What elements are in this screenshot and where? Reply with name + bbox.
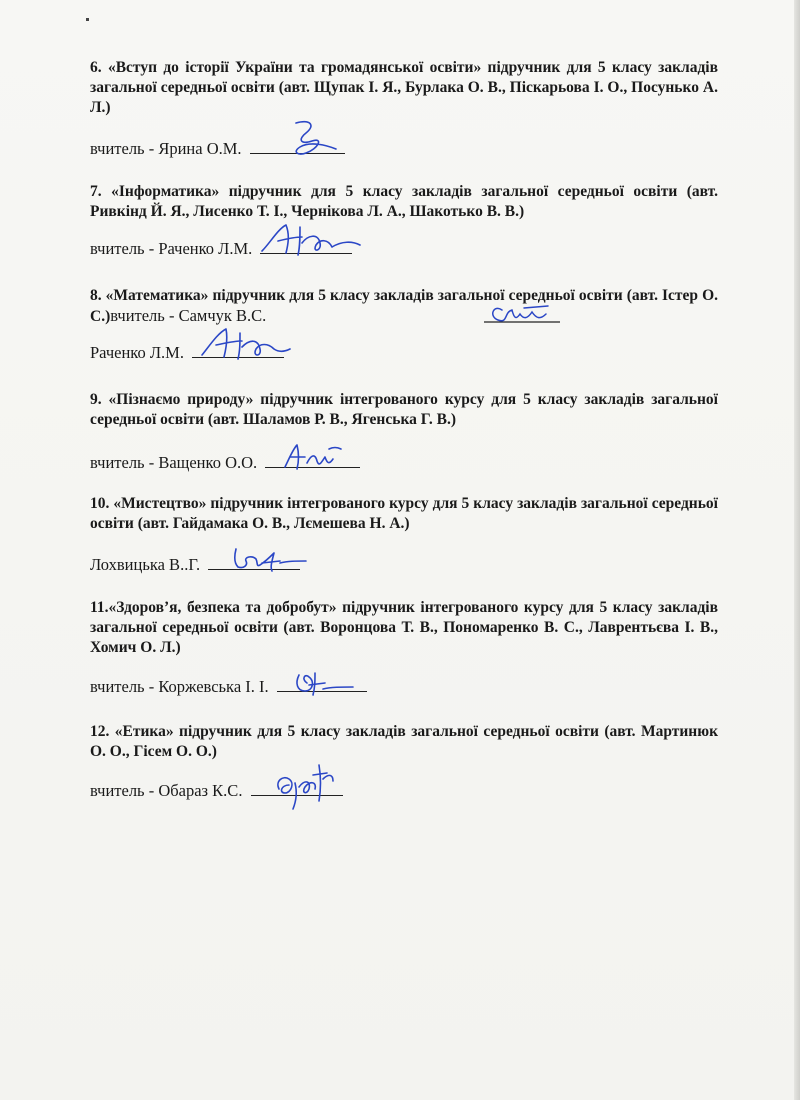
signer-label: вчитель - Обараз К.С. [90, 781, 243, 800]
textbook-item-9: 9. «Пізнаємо природу» підручник інтегрованого курсу для 5 класу закладів загальної середньої освіти (авт. Шаламов Р. В., Ягенська Г. В.) [90, 391, 718, 428]
handwritten-signature [226, 541, 316, 577]
signature-line-obaraz [90, 778, 343, 804]
signature-field [250, 137, 345, 154]
signature-field-samchuk [484, 300, 564, 330]
scan-mark [86, 18, 89, 21]
signature-line-korzhevska [90, 674, 367, 700]
textbook-item-8-text: 8. «Математика» підручник для 5 класу закладів загальної середньої освіти (авт. Істер О. С.) [90, 287, 718, 325]
signature-field [260, 237, 352, 254]
signature-line-rachenko-1 [90, 236, 352, 262]
signature-field [192, 341, 284, 358]
textbook-item-8 [90, 286, 718, 327]
signature-field [265, 451, 360, 468]
signature-field [251, 779, 343, 796]
textbook-item-10: 10. «Мистецтво» підручник інтегрованого курсу для 5 класу закладів загальної середньої освіти (авт. Гайдамака О. В., Лємешева Н. А.) [90, 495, 718, 532]
signature-line-yaryna [90, 136, 345, 162]
signature-line-lokhvytska [90, 552, 300, 578]
signature-line-vashchenko [90, 450, 360, 476]
signer-label: вчитель - Коржевська І. І. [90, 677, 269, 696]
handwritten-signature [256, 221, 366, 261]
signature-field [208, 553, 300, 570]
signer-label: вчитель - Ващенко О.О. [90, 453, 258, 472]
signer-label: Лохвицька В..Г. [90, 555, 201, 574]
textbook-item-11: 11.«Здоров’я, безпека та добробут» підручник інтегрованого курсу для 5 класу закладів загальної середньої освіти (авт. Воронцова Т. В., Пономаренко В. С., Лаврентьєва І. В., Хомич О. Л.) [90, 599, 718, 656]
textbook-item-7: 7. «Інформатика» підручник для 5 класу закладів загальної середньої освіти (авт. Ривкінд Й. Я., Лисенко Т. І., Чернікова Л. А., Шакотько В. В.) [90, 183, 718, 220]
signer-label-inline: вчитель - Самчук В.С. [110, 306, 267, 325]
handwritten-signature [267, 759, 357, 815]
textbook-item-6: 6. «Вступ до історії України та громадянської освіти» підручник для 5 класу закладів загальної середньої освіти (авт. Щупак І. Я., Бурлака О. В., Піскарьова І. О., Посунько А. Л.) [90, 59, 718, 116]
signer-label: вчитель - Ярина О.М. [90, 139, 242, 158]
textbook-item-12: 12. «Етика» підручник для 5 класу закладів загальної середньої освіти (авт. Мартинюк О. О., Гісем О. О.) [90, 723, 718, 760]
signer-label: вчитель - Раченко Л.М. [90, 239, 253, 258]
handwritten-signature [270, 119, 350, 163]
page-edge-shadow [794, 0, 800, 1100]
handwritten-signature [285, 665, 375, 701]
signature-line-rachenko-2 [90, 340, 284, 366]
signer-label: Раченко Л.М. [90, 343, 184, 362]
handwritten-signature [277, 439, 357, 475]
signature-field [277, 675, 367, 692]
handwritten-signature [192, 325, 292, 365]
